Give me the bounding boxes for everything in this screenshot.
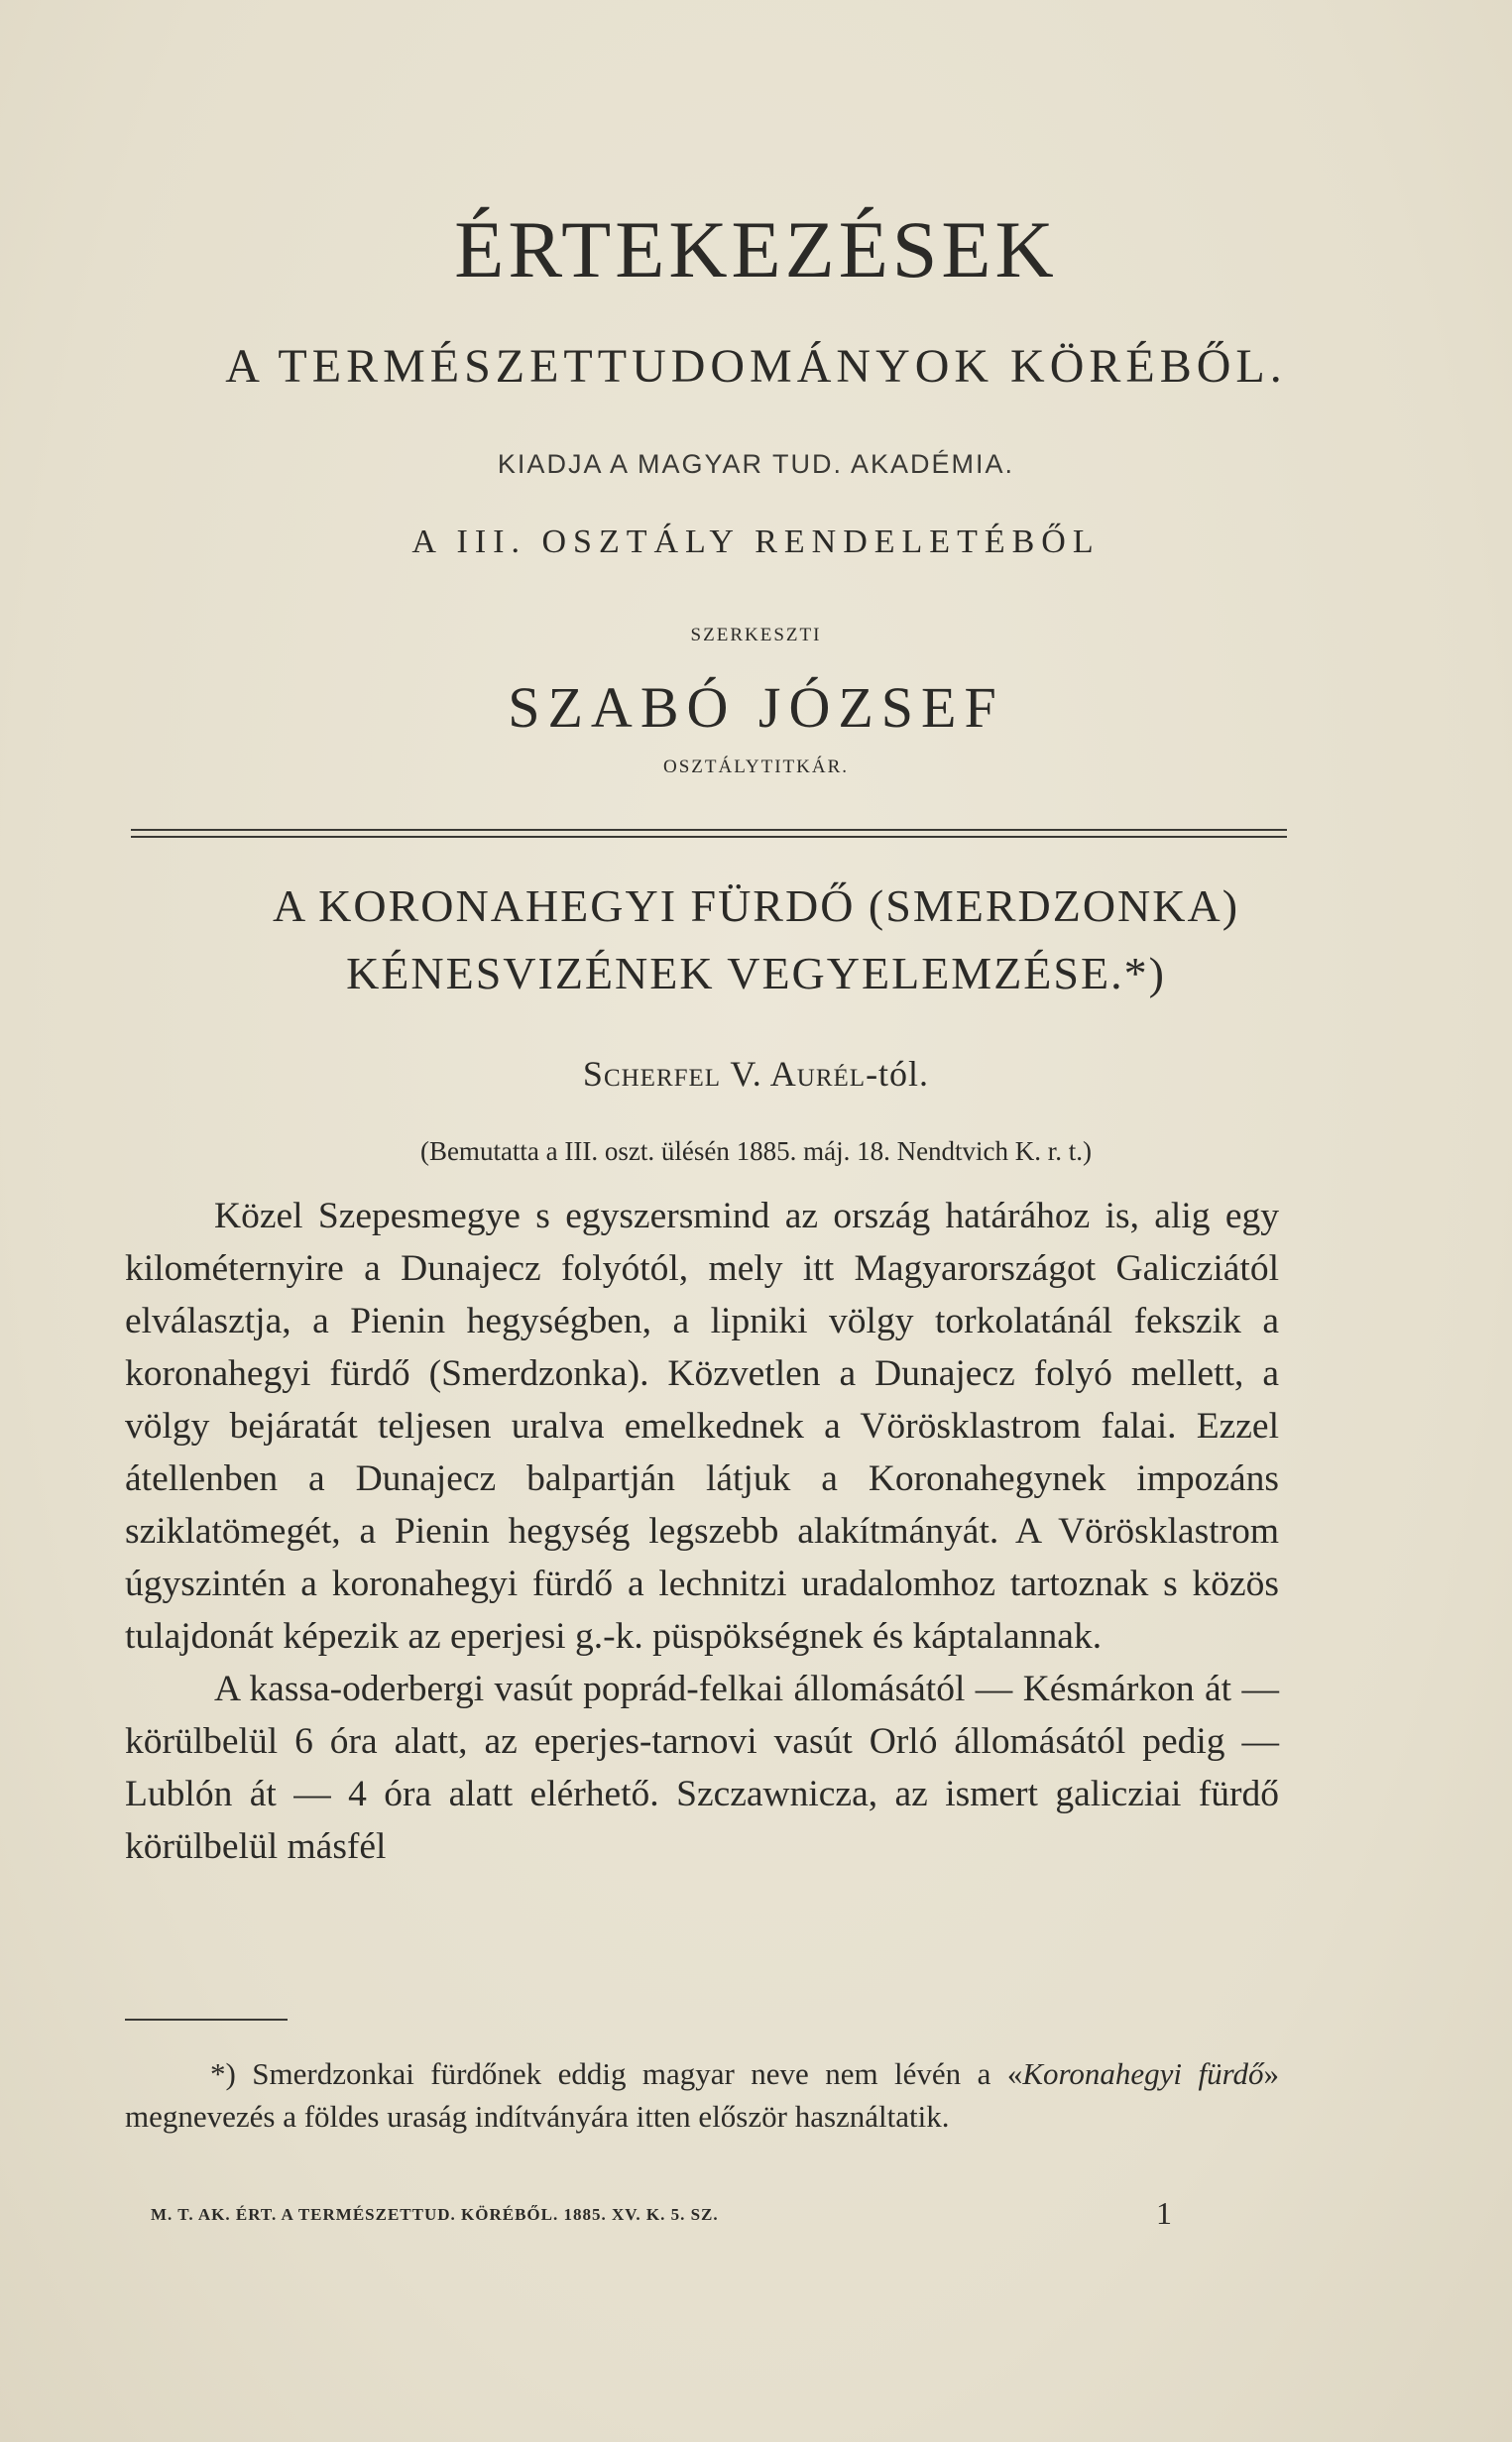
article-title-line-1: A KORONAHEGYI FÜRDŐ (SMERDZONKA) <box>272 880 1240 931</box>
editor-role: OSZTÁLYTITKÁR. <box>662 756 850 777</box>
body-text <box>125 1190 1279 1873</box>
footnote-text-after: » megnevezés a földes uraság indítványára itten először használtatik. <box>125 2056 1280 2134</box>
editor-label: SZERKESZTI <box>690 625 822 645</box>
page-number: 1 <box>1156 2195 1172 2231</box>
footer-citation: M. T. AK. ÉRT. A TERMÉSZETTUD. KÖRÉBŐL. 1885. XV. K. 5. SZ. <box>151 2205 719 2224</box>
author-name: Scherfel V. Aurél <box>582 1054 867 1094</box>
footnote-italic: Koronahegyi fürdő <box>1022 2056 1264 2091</box>
publisher-line: KIADJA A MAGYAR TUD. AKADÉMIA. <box>497 449 1015 479</box>
editor-name: SZABÓ JÓZSEF <box>508 675 1004 740</box>
footnote <box>125 2052 1279 2138</box>
class-order-line: A III. OSZTÁLY RENDELETÉBŐL <box>411 523 1101 560</box>
presented-note: (Bemutatta a III. oszt. ülésén 1885. máj. 18. Nendtvich K. r. t.) <box>419 1136 1093 1166</box>
series-subtitle: A TERMÉSZETTUDOMÁNYOK KÖRÉBŐL. <box>225 340 1287 393</box>
author-line <box>0 1053 1512 1095</box>
footnote-mark: *) <box>1123 948 1166 998</box>
article-title-line-2 <box>0 947 1512 999</box>
footnote-text-before: *) Smerdzonkai fürdőnek eddig magyar neve nem lévén a « <box>210 2056 1023 2091</box>
paragraph-2: A kassa-oderbergi vasút poprád-felkai állomásától — Késmárkon át — körülbelül 6 óra alatt, az eperjes-tarnovi vasút Orló állomásától pedig — Lublón át — 4 óra alatt elérhető. Szczawnicza, az ismert galicziai fürdő körülbelül másfél <box>125 1669 1279 1867</box>
footnote-rule <box>125 2019 288 2021</box>
article-title-text: KÉNESVIZÉNEK VEGYELEMZÉSE. <box>346 948 1124 998</box>
double-rule-bottom <box>131 836 1287 838</box>
paragraph-1: Közel Szepesmegye s egyszersmind az ország határához is, alig egy kilométernyire a Dunajecz folyótól, mely itt Magyarországot Galicziától elválasztja, a Pienin hegységben, a lipniki völgy torkolatánál fekszik a koronahegyi fürdő (Smerdzonka). Közvetlen a Dunajecz folyó mellett, a völgy bejáratát teljesen uralva emelkednek a Vörösklastrom falai. Ezzel átellenben a Dunajecz balpartján látjuk a Koronahegynek impozáns sziklatömegét, a Pienin hegység legszebb alakítmányát. A Vörösklastrom úgyszintén a koronahegyi fürdő a lechnitzi uradalomhoz tartoznak s közös tulajdonát képezik az eperjesi g.-k. püspökségnek és káptalannak. <box>125 1196 1279 1657</box>
double-rule-top <box>131 829 1287 831</box>
footnote-paragraph <box>125 2052 1279 2138</box>
author-suffix: -tól. <box>866 1054 930 1094</box>
serial-title: ÉRTEKEZÉSEK <box>454 204 1058 294</box>
